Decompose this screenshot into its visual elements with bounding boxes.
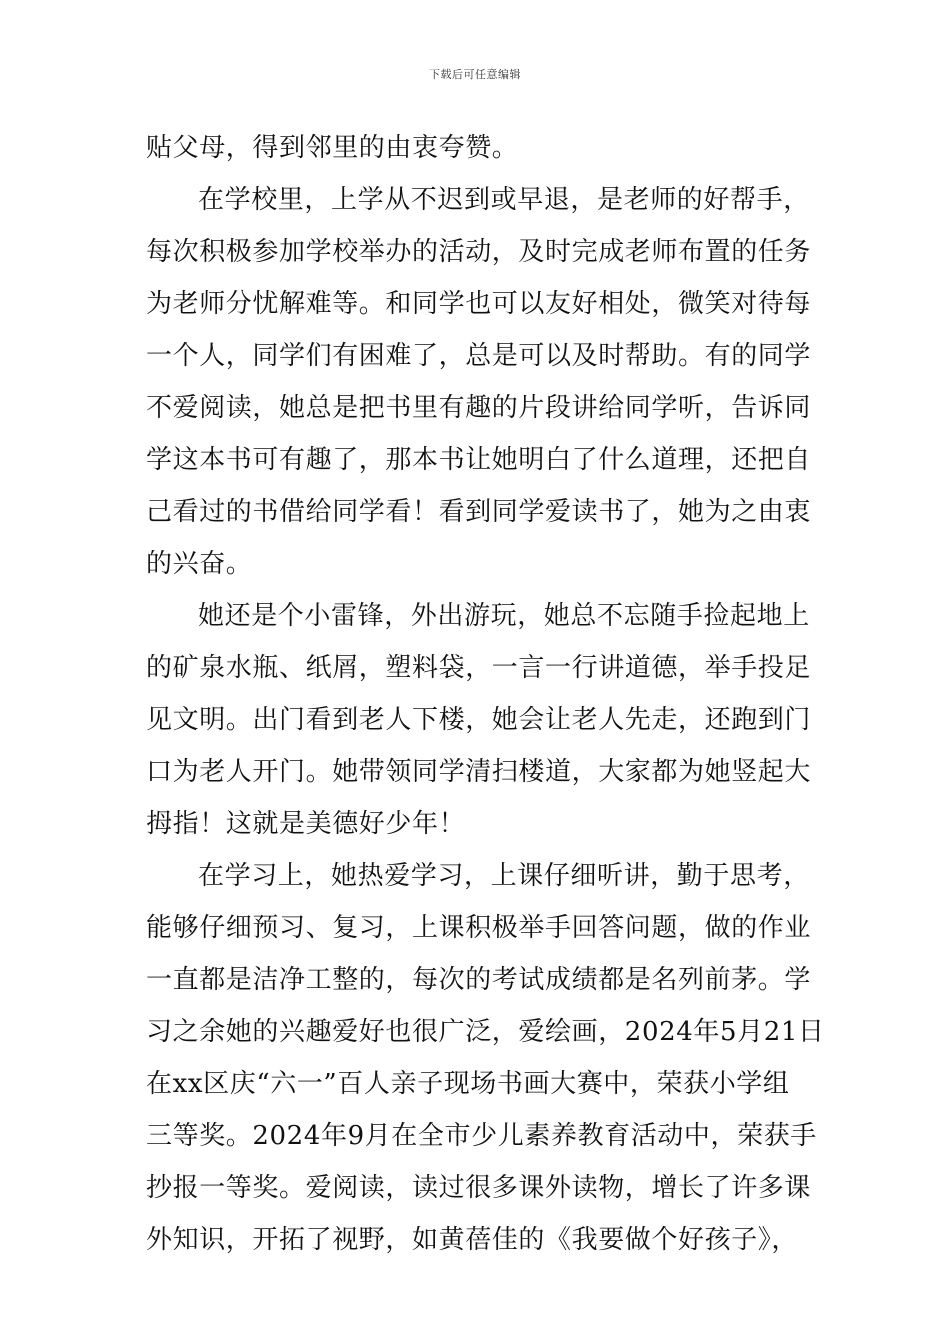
text-line: 见文明。出门看到老人下楼，她会让老人先走，还跑到门 xyxy=(146,705,812,735)
document-body xyxy=(146,122,825,1266)
text-line: 口为老人开门。她带领同学清扫楼道，大家都为她竖起大 xyxy=(146,757,812,787)
paragraph xyxy=(146,174,810,590)
text-line: 在学校里，上学从不迟到或早退，是老师的好帮手， xyxy=(198,185,810,215)
text-line: 在学习上，她热爱学习，上课仔细听讲，勤于思考， xyxy=(198,861,810,891)
text-line: 的矿泉水瓶、纸屑，塑料袋，一言一行讲道德，举手投足 xyxy=(146,653,812,683)
text-line: 贴父母，得到邻里的由衷夸赞。 xyxy=(146,133,519,163)
text-line: 学这本书可有趣了，那本书让她明白了什么道理，还把自 xyxy=(146,445,812,475)
paragraph xyxy=(146,850,825,1266)
text-line: 每次积极参加学校举办的活动，及时完成老师布置的任务 xyxy=(146,237,812,267)
text-line: 能够仔细预习、复习，上课积极举手回答问题，做的作业 xyxy=(146,913,812,943)
text-line: 外知识，开拓了视野，如黄蓓佳的《我要做个好孩子》， xyxy=(146,1225,799,1255)
text-line: 拇指！这就是美德好少年！ xyxy=(146,809,466,839)
text-line: 在xx区庆“六一”百人亲子现场书画大赛中，荣获小学组 xyxy=(146,1069,790,1099)
text-line: 的兴奋。 xyxy=(146,549,253,579)
text-line: 为老师分忧解难等。和同学也可以友好相处，微笑对待每 xyxy=(146,289,812,319)
text-line: 抄报一等奖。爱阅读，读过很多课外读物，增长了许多课 xyxy=(146,1173,812,1203)
page-header: 下载后可任意编辑 xyxy=(429,68,521,81)
text-line: 己看过的书借给同学看！看到同学爱读书了，她为之由衷 xyxy=(146,497,812,527)
text-line: 习之余她的兴趣爱好也很广泛，爱绘画，2024年5月21日 xyxy=(146,1017,825,1047)
text-line: 一个人，同学们有困难了，总是可以及时帮助。有的同学 xyxy=(146,341,812,371)
text-line: 她还是个小雷锋，外出游玩，她总不忘随手捡起地上 xyxy=(198,601,810,631)
text-line: 一直都是洁净工整的，每次的考试成绩都是名列前茅。学 xyxy=(146,965,812,995)
text-line: 不爱阅读，她总是把书里有趣的片段讲给同学听，告诉同 xyxy=(146,393,812,423)
paragraph xyxy=(146,590,810,850)
paragraph xyxy=(146,122,810,174)
text-line: 三等奖。2024年9月在全市少儿素养教育活动中，荣获手 xyxy=(146,1121,817,1151)
